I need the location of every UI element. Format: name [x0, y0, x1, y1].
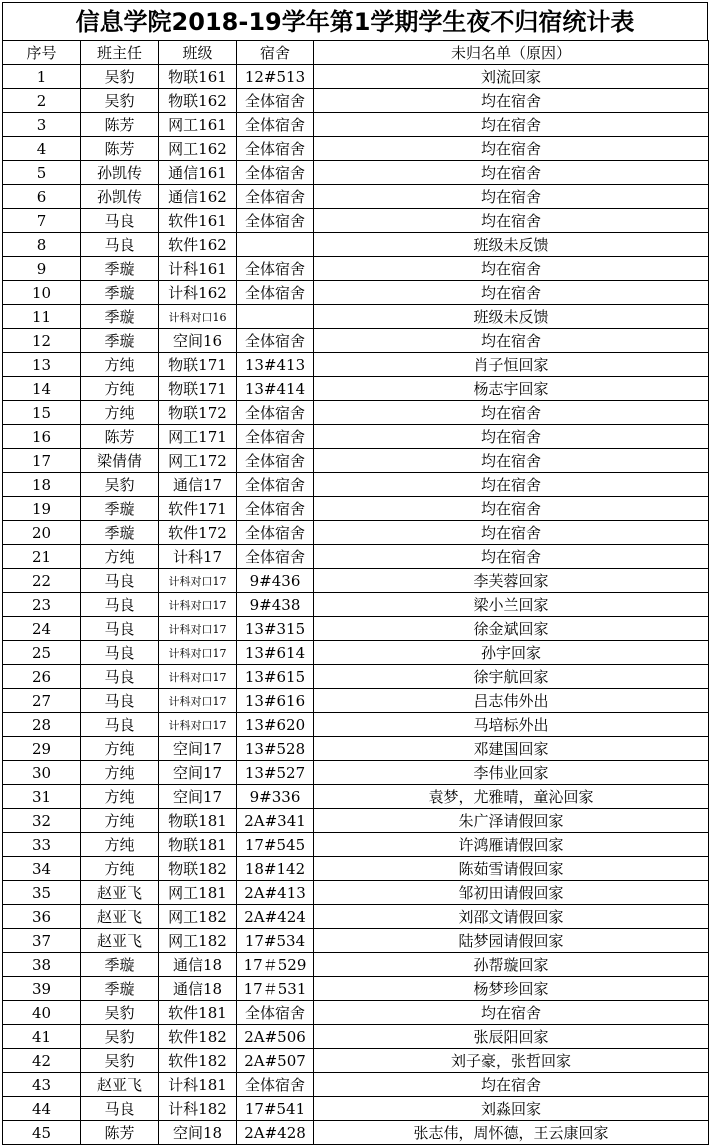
row-number: 28	[3, 713, 81, 737]
header-row	[3, 41, 709, 65]
head-teacher: 季璇	[81, 305, 159, 329]
report-sheet	[2, 2, 708, 1145]
table-row	[3, 113, 709, 137]
table-row	[3, 881, 709, 905]
dormitory: 12#513	[237, 65, 314, 89]
class-name: 计科对口17	[159, 665, 237, 689]
absent-list: 均在宿舍	[314, 185, 709, 209]
head-teacher: 吴豹	[81, 89, 159, 113]
class-name: 网工182	[159, 929, 237, 953]
table-row	[3, 953, 709, 977]
table-row	[3, 617, 709, 641]
dormitory: 全体宿舍	[237, 89, 314, 113]
class-name: 软件172	[159, 521, 237, 545]
row-number: 1	[3, 65, 81, 89]
absent-list: 班级未反馈	[314, 305, 709, 329]
absent-list: 均在宿舍	[314, 473, 709, 497]
head-teacher: 季璇	[81, 497, 159, 521]
report-title: 信息学院2018-19学年第1学期学生夜不归宿统计表	[2, 2, 708, 40]
class-name: 软件182	[159, 1049, 237, 1073]
class-name: 物联181	[159, 833, 237, 857]
absent-list: 杨志宇回家	[314, 377, 709, 401]
absent-list: 均在宿舍	[314, 545, 709, 569]
absent-list: 均在宿舍	[314, 1073, 709, 1097]
dormitory: 全体宿舍	[237, 113, 314, 137]
head-teacher: 季璇	[81, 257, 159, 281]
row-number: 34	[3, 857, 81, 881]
absent-list: 班级未反馈	[314, 233, 709, 257]
class-name: 网工171	[159, 425, 237, 449]
absent-list: 李芙蓉回家	[314, 569, 709, 593]
head-teacher: 马良	[81, 665, 159, 689]
dormitory: 全体宿舍	[237, 401, 314, 425]
dormitory: 9#336	[237, 785, 314, 809]
absent-list: 徐金斌回家	[314, 617, 709, 641]
row-number: 43	[3, 1073, 81, 1097]
class-name: 计科181	[159, 1073, 237, 1097]
table-row	[3, 65, 709, 89]
table-row	[3, 425, 709, 449]
absent-list: 均在宿舍	[314, 209, 709, 233]
dormitory: 13#414	[237, 377, 314, 401]
class-name: 物联181	[159, 809, 237, 833]
table-row	[3, 353, 709, 377]
row-number: 17	[3, 449, 81, 473]
table-row	[3, 521, 709, 545]
row-number: 16	[3, 425, 81, 449]
head-teacher: 马良	[81, 1097, 159, 1121]
absent-list: 孙帮璇回家	[314, 953, 709, 977]
table-row	[3, 401, 709, 425]
head-teacher: 赵亚飞	[81, 881, 159, 905]
row-number: 25	[3, 641, 81, 665]
head-teacher: 马良	[81, 617, 159, 641]
class-name: 计科对口17	[159, 593, 237, 617]
dormitory: 2A#506	[237, 1025, 314, 1049]
table-row	[3, 809, 709, 833]
absent-list: 均在宿舍	[314, 257, 709, 281]
table-row	[3, 929, 709, 953]
absent-list: 均在宿舍	[314, 161, 709, 185]
row-number: 6	[3, 185, 81, 209]
class-name: 网工162	[159, 137, 237, 161]
row-number: 24	[3, 617, 81, 641]
row-number: 42	[3, 1049, 81, 1073]
row-number: 8	[3, 233, 81, 257]
head-teacher: 孙凯传	[81, 161, 159, 185]
head-teacher: 吴豹	[81, 1001, 159, 1025]
dormitory: 全体宿舍	[237, 1073, 314, 1097]
row-number: 45	[3, 1121, 81, 1145]
dormitory: 全体宿舍	[237, 545, 314, 569]
absent-list: 均在宿舍	[314, 497, 709, 521]
absent-list: 梁小兰回家	[314, 593, 709, 617]
head-teacher: 马良	[81, 689, 159, 713]
row-number: 13	[3, 353, 81, 377]
absent-list: 陆梦园请假回家	[314, 929, 709, 953]
class-name: 计科对口17	[159, 713, 237, 737]
absent-list: 袁梦，尤雅晴，童沁回家	[314, 785, 709, 809]
dormitory: 全体宿舍	[237, 521, 314, 545]
row-number: 30	[3, 761, 81, 785]
head-teacher: 马良	[81, 569, 159, 593]
dormitory: 2A#424	[237, 905, 314, 929]
head-teacher: 方纯	[81, 401, 159, 425]
absent-list: 均在宿舍	[314, 89, 709, 113]
row-number: 7	[3, 209, 81, 233]
head-teacher: 方纯	[81, 353, 159, 377]
row-number: 31	[3, 785, 81, 809]
table-row	[3, 1025, 709, 1049]
absent-list: 均在宿舍	[314, 113, 709, 137]
dorm-statistics-table	[2, 40, 709, 1145]
absent-list: 陈茹雪请假回家	[314, 857, 709, 881]
class-name: 通信162	[159, 185, 237, 209]
head-teacher: 方纯	[81, 545, 159, 569]
dormitory: 全体宿舍	[237, 185, 314, 209]
row-number: 9	[3, 257, 81, 281]
head-teacher: 赵亚飞	[81, 929, 159, 953]
table-row	[3, 449, 709, 473]
head-teacher: 吴豹	[81, 473, 159, 497]
head-teacher: 赵亚飞	[81, 1073, 159, 1097]
dormitory	[237, 233, 314, 257]
absent-list: 均在宿舍	[314, 449, 709, 473]
row-number: 15	[3, 401, 81, 425]
row-number: 5	[3, 161, 81, 185]
class-name: 空间16	[159, 329, 237, 353]
dormitory: 全体宿舍	[237, 329, 314, 353]
row-number: 26	[3, 665, 81, 689]
dormitory: 17#541	[237, 1097, 314, 1121]
row-number: 33	[3, 833, 81, 857]
dormitory: 9#438	[237, 593, 314, 617]
class-name: 软件161	[159, 209, 237, 233]
header-absent-list: 未归名单（原因）	[314, 41, 709, 65]
head-teacher: 方纯	[81, 377, 159, 401]
class-name: 网工172	[159, 449, 237, 473]
head-teacher: 吴豹	[81, 1049, 159, 1073]
absent-list: 刘邵文请假回家	[314, 905, 709, 929]
absent-list: 许鸿雁请假回家	[314, 833, 709, 857]
class-name: 物联182	[159, 857, 237, 881]
row-number: 36	[3, 905, 81, 929]
head-teacher: 季璇	[81, 281, 159, 305]
table-row	[3, 857, 709, 881]
dormitory: 17＃529	[237, 953, 314, 977]
class-name: 空间17	[159, 785, 237, 809]
dormitory: 13#528	[237, 737, 314, 761]
absent-list: 肖子恒回家	[314, 353, 709, 377]
table-row	[3, 665, 709, 689]
row-number: 40	[3, 1001, 81, 1025]
header-dormitory: 宿舍	[237, 41, 314, 65]
dormitory: 全体宿舍	[237, 137, 314, 161]
class-name: 软件182	[159, 1025, 237, 1049]
absent-list: 均在宿舍	[314, 137, 709, 161]
class-name: 通信18	[159, 953, 237, 977]
class-name: 计科对口17	[159, 689, 237, 713]
header-head-teacher: 班主任	[81, 41, 159, 65]
head-teacher: 方纯	[81, 737, 159, 761]
class-name: 通信18	[159, 977, 237, 1001]
head-teacher: 季璇	[81, 329, 159, 353]
table-row	[3, 161, 709, 185]
row-number: 44	[3, 1097, 81, 1121]
dormitory: 13#620	[237, 713, 314, 737]
head-teacher: 马良	[81, 713, 159, 737]
absent-list: 张志伟，周怀德，王云康回家	[314, 1121, 709, 1145]
header-number: 序号	[3, 41, 81, 65]
dormitory: 全体宿舍	[237, 473, 314, 497]
absent-list: 吕志伟外出	[314, 689, 709, 713]
table-row	[3, 1049, 709, 1073]
table-row	[3, 545, 709, 569]
head-teacher: 马良	[81, 593, 159, 617]
row-number: 10	[3, 281, 81, 305]
row-number: 19	[3, 497, 81, 521]
row-number: 32	[3, 809, 81, 833]
head-teacher: 季璇	[81, 953, 159, 977]
absent-list: 刘子豪，张哲回家	[314, 1049, 709, 1073]
row-number: 29	[3, 737, 81, 761]
table-row	[3, 281, 709, 305]
row-number: 14	[3, 377, 81, 401]
row-number: 23	[3, 593, 81, 617]
row-number: 27	[3, 689, 81, 713]
absent-list: 邓建国回家	[314, 737, 709, 761]
row-number: 3	[3, 113, 81, 137]
absent-list: 均在宿舍	[314, 281, 709, 305]
class-name: 空间17	[159, 761, 237, 785]
absent-list: 张辰阳回家	[314, 1025, 709, 1049]
row-number: 22	[3, 569, 81, 593]
class-name: 计科162	[159, 281, 237, 305]
dormitory: 全体宿舍	[237, 497, 314, 521]
dormitory: 13#315	[237, 617, 314, 641]
class-name: 网工181	[159, 881, 237, 905]
table-row	[3, 641, 709, 665]
head-teacher: 陈芳	[81, 1121, 159, 1145]
class-name: 计科182	[159, 1097, 237, 1121]
dormitory: 全体宿舍	[237, 209, 314, 233]
header-class: 班级	[159, 41, 237, 65]
table-row	[3, 977, 709, 1001]
head-teacher: 方纯	[81, 809, 159, 833]
head-teacher: 方纯	[81, 857, 159, 881]
head-teacher: 马良	[81, 641, 159, 665]
head-teacher: 季璇	[81, 977, 159, 1001]
absent-list: 李伟业回家	[314, 761, 709, 785]
table-row	[3, 1073, 709, 1097]
class-name: 通信17	[159, 473, 237, 497]
head-teacher: 陈芳	[81, 113, 159, 137]
row-number: 35	[3, 881, 81, 905]
class-name: 物联162	[159, 89, 237, 113]
absent-list: 均在宿舍	[314, 329, 709, 353]
dormitory: 全体宿舍	[237, 425, 314, 449]
dormitory	[237, 305, 314, 329]
table-row	[3, 233, 709, 257]
absent-list: 均在宿舍	[314, 401, 709, 425]
class-name: 软件171	[159, 497, 237, 521]
dormitory: 13#615	[237, 665, 314, 689]
table-row	[3, 905, 709, 929]
row-number: 38	[3, 953, 81, 977]
head-teacher: 吴豹	[81, 65, 159, 89]
row-number: 39	[3, 977, 81, 1001]
dormitory: 9#436	[237, 569, 314, 593]
head-teacher: 季璇	[81, 521, 159, 545]
dormitory: 18#142	[237, 857, 314, 881]
dormitory: 全体宿舍	[237, 161, 314, 185]
class-name: 软件162	[159, 233, 237, 257]
absent-list: 杨梦珍回家	[314, 977, 709, 1001]
row-number: 37	[3, 929, 81, 953]
dormitory: 17#545	[237, 833, 314, 857]
head-teacher: 孙凯传	[81, 185, 159, 209]
table-row	[3, 377, 709, 401]
table-row	[3, 713, 709, 737]
table-row	[3, 761, 709, 785]
class-name: 物联172	[159, 401, 237, 425]
row-number: 4	[3, 137, 81, 161]
table-row	[3, 1097, 709, 1121]
table-row	[3, 209, 709, 233]
table-row	[3, 473, 709, 497]
class-name: 计科对口16	[159, 305, 237, 329]
dormitory: 2A#341	[237, 809, 314, 833]
table-row	[3, 689, 709, 713]
table-row	[3, 833, 709, 857]
absent-list: 朱广泽请假回家	[314, 809, 709, 833]
table-row	[3, 1001, 709, 1025]
row-number: 41	[3, 1025, 81, 1049]
class-name: 计科对口17	[159, 569, 237, 593]
row-number: 11	[3, 305, 81, 329]
head-teacher: 方纯	[81, 785, 159, 809]
head-teacher: 方纯	[81, 833, 159, 857]
head-teacher: 马良	[81, 233, 159, 257]
class-name: 空间18	[159, 1121, 237, 1145]
class-name: 空间17	[159, 737, 237, 761]
table-row	[3, 593, 709, 617]
class-name: 软件181	[159, 1001, 237, 1025]
class-name: 物联171	[159, 377, 237, 401]
class-name: 计科对口17	[159, 641, 237, 665]
absent-list: 刘流回家	[314, 65, 709, 89]
head-teacher: 马良	[81, 209, 159, 233]
head-teacher: 吴豹	[81, 1025, 159, 1049]
absent-list: 均在宿舍	[314, 425, 709, 449]
absent-list: 徐宇航回家	[314, 665, 709, 689]
table-row	[3, 185, 709, 209]
dormitory: 17#534	[237, 929, 314, 953]
class-name: 网工182	[159, 905, 237, 929]
absent-list: 马培标外出	[314, 713, 709, 737]
table-row	[3, 737, 709, 761]
table-row	[3, 89, 709, 113]
row-number: 20	[3, 521, 81, 545]
dormitory: 全体宿舍	[237, 1001, 314, 1025]
class-name: 计科17	[159, 545, 237, 569]
dormitory: 2A#413	[237, 881, 314, 905]
row-number: 12	[3, 329, 81, 353]
class-name: 物联171	[159, 353, 237, 377]
dormitory: 13#527	[237, 761, 314, 785]
absent-list: 孙宇回家	[314, 641, 709, 665]
table-row	[3, 569, 709, 593]
head-teacher: 陈芳	[81, 425, 159, 449]
head-teacher: 方纯	[81, 761, 159, 785]
head-teacher: 梁倩倩	[81, 449, 159, 473]
table-row	[3, 305, 709, 329]
dormitory: 13#614	[237, 641, 314, 665]
class-name: 网工161	[159, 113, 237, 137]
head-teacher: 赵亚飞	[81, 905, 159, 929]
absent-list: 均在宿舍	[314, 1001, 709, 1025]
head-teacher: 陈芳	[81, 137, 159, 161]
row-number: 21	[3, 545, 81, 569]
absent-list: 邹初田请假回家	[314, 881, 709, 905]
row-number: 18	[3, 473, 81, 497]
dormitory: 2A#507	[237, 1049, 314, 1073]
table-row	[3, 137, 709, 161]
dormitory: 全体宿舍	[237, 449, 314, 473]
table-row	[3, 257, 709, 281]
dormitory: 13#616	[237, 689, 314, 713]
dormitory: 13#413	[237, 353, 314, 377]
absent-list: 刘淼回家	[314, 1097, 709, 1121]
class-name: 计科对口17	[159, 617, 237, 641]
dormitory: 全体宿舍	[237, 281, 314, 305]
table-row	[3, 497, 709, 521]
class-name: 物联161	[159, 65, 237, 89]
class-name: 通信161	[159, 161, 237, 185]
absent-list: 均在宿舍	[314, 521, 709, 545]
table-row	[3, 785, 709, 809]
row-number: 2	[3, 89, 81, 113]
dormitory: 17＃531	[237, 977, 314, 1001]
dormitory: 2A#428	[237, 1121, 314, 1145]
table-row	[3, 329, 709, 353]
dormitory: 全体宿舍	[237, 257, 314, 281]
class-name: 计科161	[159, 257, 237, 281]
